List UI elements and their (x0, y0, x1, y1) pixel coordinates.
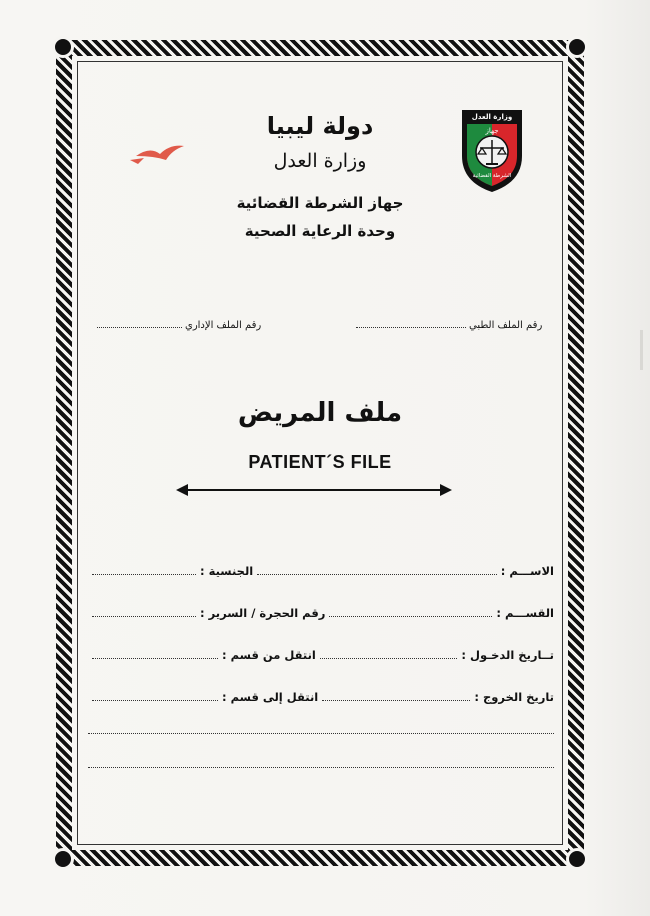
border-corner-ornament (52, 848, 74, 870)
border-corner-ornament (566, 848, 588, 870)
admission-date-field[interactable] (320, 646, 458, 659)
transferred-from-field[interactable] (92, 646, 218, 659)
discharge-date-field[interactable] (322, 688, 470, 701)
nationality-label: الجنسية : (200, 564, 254, 578)
transferred-from-label: انتقل من قسم : (222, 648, 316, 662)
red-crescent-logo (122, 116, 188, 188)
binding-mark (640, 330, 643, 370)
document-title-english: PATIENT´S FILE (248, 452, 392, 472)
admin-file-number-line[interactable] (97, 318, 182, 328)
double-arrow-divider (176, 482, 452, 498)
room-bed-label: رقم الحجرة / السرير : (200, 606, 326, 620)
emblem-top-text: وزارة العدل (471, 113, 513, 121)
medical-file-number-field[interactable] (356, 318, 542, 331)
medical-file-number-label: رقم الملف الطبي (469, 320, 543, 331)
ministry-name: وزارة العدل (273, 150, 367, 172)
border-corner-ornament (566, 36, 588, 58)
nationality-field[interactable] (92, 562, 196, 575)
transferred-to-label: انتقل إلى قسم : (222, 690, 319, 704)
department-label: القســـم : (496, 606, 554, 620)
unit-name: وحدة الرعاية الصحية (244, 222, 396, 240)
admin-file-number-field[interactable] (97, 318, 261, 331)
discharge-date-label: تاريخ الخروج : (474, 690, 554, 704)
form-row-name-nationality (88, 562, 554, 584)
emblem-bottom-text: الشرطة القضائية (472, 173, 512, 179)
form-row-discharge (88, 688, 554, 710)
form-row-admission (88, 646, 554, 668)
blank-notes-line[interactable] (88, 766, 554, 768)
name-label: الاســـم : (500, 564, 554, 578)
ministry-shield-emblem (458, 106, 526, 194)
department-field[interactable] (329, 604, 492, 617)
document-title-arabic: ملف المريض (237, 398, 403, 428)
medical-file-number-line[interactable] (356, 318, 466, 328)
border-corner-ornament (52, 36, 74, 58)
room-bed-field[interactable] (92, 604, 196, 617)
admission-date-label: تــاريخ الدخـول : (461, 648, 554, 662)
name-field[interactable] (257, 562, 497, 575)
emblem-middle-text: جهاز (485, 127, 499, 135)
admin-file-number-label: رقم الملف الإداري (185, 320, 262, 331)
agency-name: جهاز الشرطة القضائية (236, 194, 404, 212)
transferred-to-field[interactable] (92, 688, 218, 701)
form-row-department-room (88, 604, 554, 626)
state-name: دولة ليبيا (266, 112, 374, 140)
blank-notes-line[interactable] (88, 732, 554, 734)
